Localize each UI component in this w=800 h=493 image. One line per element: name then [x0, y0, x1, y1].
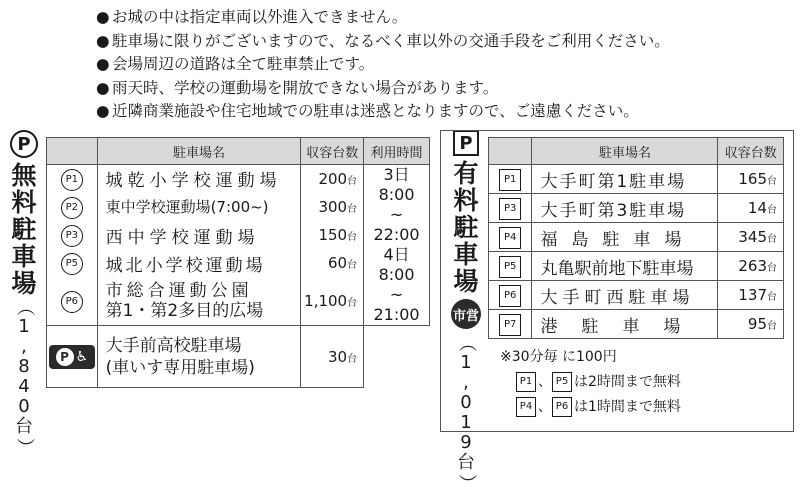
notice-item: ● 雨天時、学校の運動場を開放できない場合があります。: [96, 78, 499, 97]
parking-badge: P1: [499, 169, 521, 191]
table-row: P7 港駐車場 95台: [489, 310, 784, 339]
table-row: P6 市総合運動公園 第1・第2多目的広場 1,100台: [47, 277, 430, 325]
hours-cell: 3日 8:00 ~ 22:00 4日 8:00 ~ 21:00: [364, 165, 430, 326]
parking-badge: P5: [61, 253, 83, 275]
free-time-rule: P4 、 P6 は1時間まで無料: [488, 395, 681, 420]
parking-badge: P2: [61, 197, 83, 219]
notice-list: [96, 6, 796, 124]
table-row: P ♿ 大手前高校駐車場 (車いす専用駐車場) 30台: [47, 326, 430, 388]
table-row: P3 西中学校運動場 150台: [47, 221, 430, 249]
notice-item: ● 会場周辺の道路は全て駐車禁止です。: [96, 55, 375, 73]
paid-footnote: ※30分毎 に100円 P1 、 P5 は2時間まで無料 P4 、 P6 は1時間まで無料: [488, 345, 681, 420]
table-row: P5 丸亀駅前地下駐車場 263台: [489, 252, 784, 281]
table-row: P4 福島駐車場 345台: [489, 223, 784, 252]
parking-square-icon: P: [453, 130, 479, 156]
header-capacity: 収容台数: [301, 138, 364, 165]
table-row: P1 城乾小学校運動場 200台 3日 8:00 ~ 22:00 4日 8:00 ~ 21:00: [47, 165, 430, 193]
header-name: 駐車場名: [97, 138, 301, 165]
paid-parking-title: P 有 料 駐 車 場 市営 （ 1 , 0 1 9 台 ）: [448, 130, 484, 493]
city-operated-badge: 市営: [451, 299, 481, 329]
parking-badge: P6: [61, 291, 83, 313]
table-row: P3 大手町第3駐車場 14台: [489, 194, 784, 223]
parking-badge: P6: [499, 285, 521, 307]
header-hours: 利用時間: [364, 138, 430, 165]
header-capacity: 収容台数: [718, 138, 784, 165]
free-parking-title: P 無 料 駐 車 場 （ 1 , 8 4 0 台 ）: [6, 130, 42, 457]
parking-badge: P5: [499, 256, 521, 278]
table-row: P5 城北小学校運動場 60台: [47, 249, 430, 277]
parking-badge: P1: [61, 169, 83, 191]
wheelchair-parking-icon: P ♿: [49, 345, 95, 369]
notice-item: ● 駐車場に限りがございますので、なるべく車以外の交通手段をご利用ください。: [96, 31, 670, 50]
free-time-rule: P1 、 P5 は2時間まで無料: [488, 370, 681, 395]
parking-circle-icon: P: [10, 130, 38, 158]
parking-badge: P3: [61, 225, 83, 247]
parking-badge: P3: [499, 198, 521, 220]
table-row: P2 東中学校運動場(7:00~) 300台: [47, 193, 430, 221]
header-name: 駐車場名: [532, 138, 718, 165]
free-parking-table: [46, 137, 430, 388]
parking-badge: P4: [499, 227, 521, 249]
parking-badge: P7: [499, 314, 521, 336]
paid-parking-table: [488, 137, 784, 339]
notice-item: ● お城の中は指定車両以外進入できません。: [96, 8, 408, 26]
table-row: P6 大手町西駐車場 137台: [489, 281, 784, 310]
table-row: P1 大手町第1駐車場 165台: [489, 165, 784, 194]
notice-item: ● 近隣商業施設や住宅地域での駐車は迷惑となりますので、ご遠慮ください。: [96, 102, 639, 120]
